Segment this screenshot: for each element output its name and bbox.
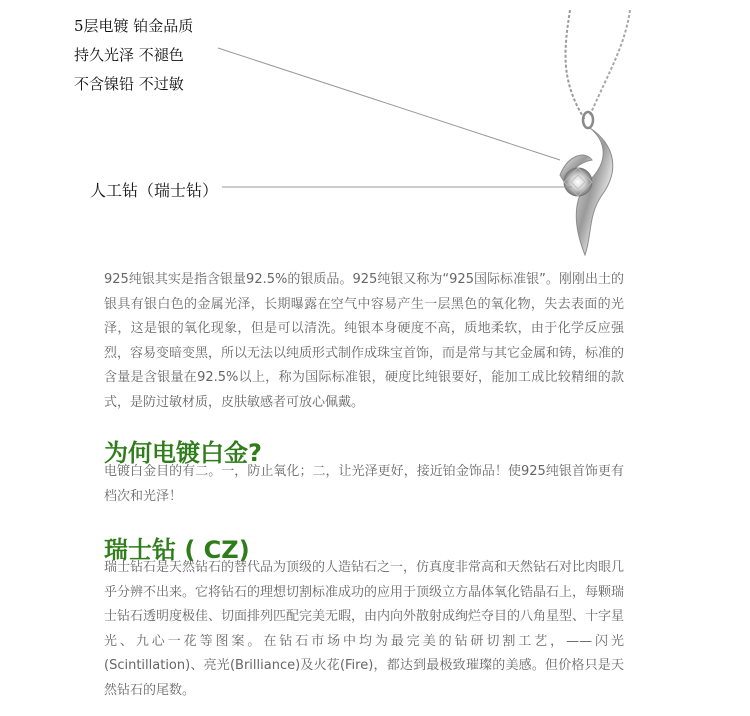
feature-lasting-shine: 持久光泽 不褪色 bbox=[74, 46, 184, 64]
pendant-image bbox=[530, 10, 750, 270]
chain-right bbox=[590, 10, 630, 115]
section-plating-text: 电镀白金目的有二。一，防止氧化；二，让光泽更好，接近铂金饰品！使925纯银首饰更有档次和光泽！ bbox=[104, 464, 624, 504]
section-cz-text: 瑞士钻石是天然钻石的替代品为顶级的人造钻石之一，仿真度非常高和天然钻石对比肉眼几乎分辨不出来。它将钻石的理想切割标准成功的应用于顶级立方晶体氧化锆晶石上，每颗瑞士钻石透明度极佳、切面排列匹配完美无暇，由内向外散射成绚烂夺目的八角星型、十字星光、九心一花等图案。在钻石市场中均为最完美的钻研切割工艺，——闪光(Scintillation)、亮光(Brilliance)及火花(Fire)，都达到最极致璀璨的美感。但价格只是天然钻石的尾数。 bbox=[104, 560, 625, 698]
chain-left bbox=[565, 10, 585, 120]
section-plating-title: 为何电镀白金? bbox=[104, 439, 262, 467]
stone-label: 人工钻（瑞士钻） bbox=[90, 181, 219, 200]
section-cz-title: 瑞士钻 ( CZ) bbox=[104, 536, 250, 564]
feature-plating: 5层电镀 铂金品质 bbox=[74, 17, 194, 35]
intro-paragraph: 925纯银其实是指含银量92.5%的银质品。925纯银又称为“925国际标准银”。刚刚出土的银具有银白色的金属光泽，长期曝露在空气中容易产生一层黑色的氧化物，失去表面的光泽，这是银的氧化现象，但是可以清洗。纯银本身硬度不高，质地柔软，由于化学反应强烈，容易变暗变黑，所以无法以纯质形式制作成珠宝首饰，而是常与其它金属和铸，标准的含量是含银量在92.5%以上，称为国际标准银，硬度比纯银要好，能加工成比较精细的款式，是防过敏材质，皮肤敏感者可放心佩戴。 bbox=[104, 272, 625, 410]
gem-stone bbox=[564, 168, 592, 196]
pendant-bail bbox=[583, 112, 593, 128]
feature-hypoallergenic: 不含镍铅 不过敏 bbox=[74, 75, 184, 93]
feature-callout-line bbox=[218, 48, 560, 160]
